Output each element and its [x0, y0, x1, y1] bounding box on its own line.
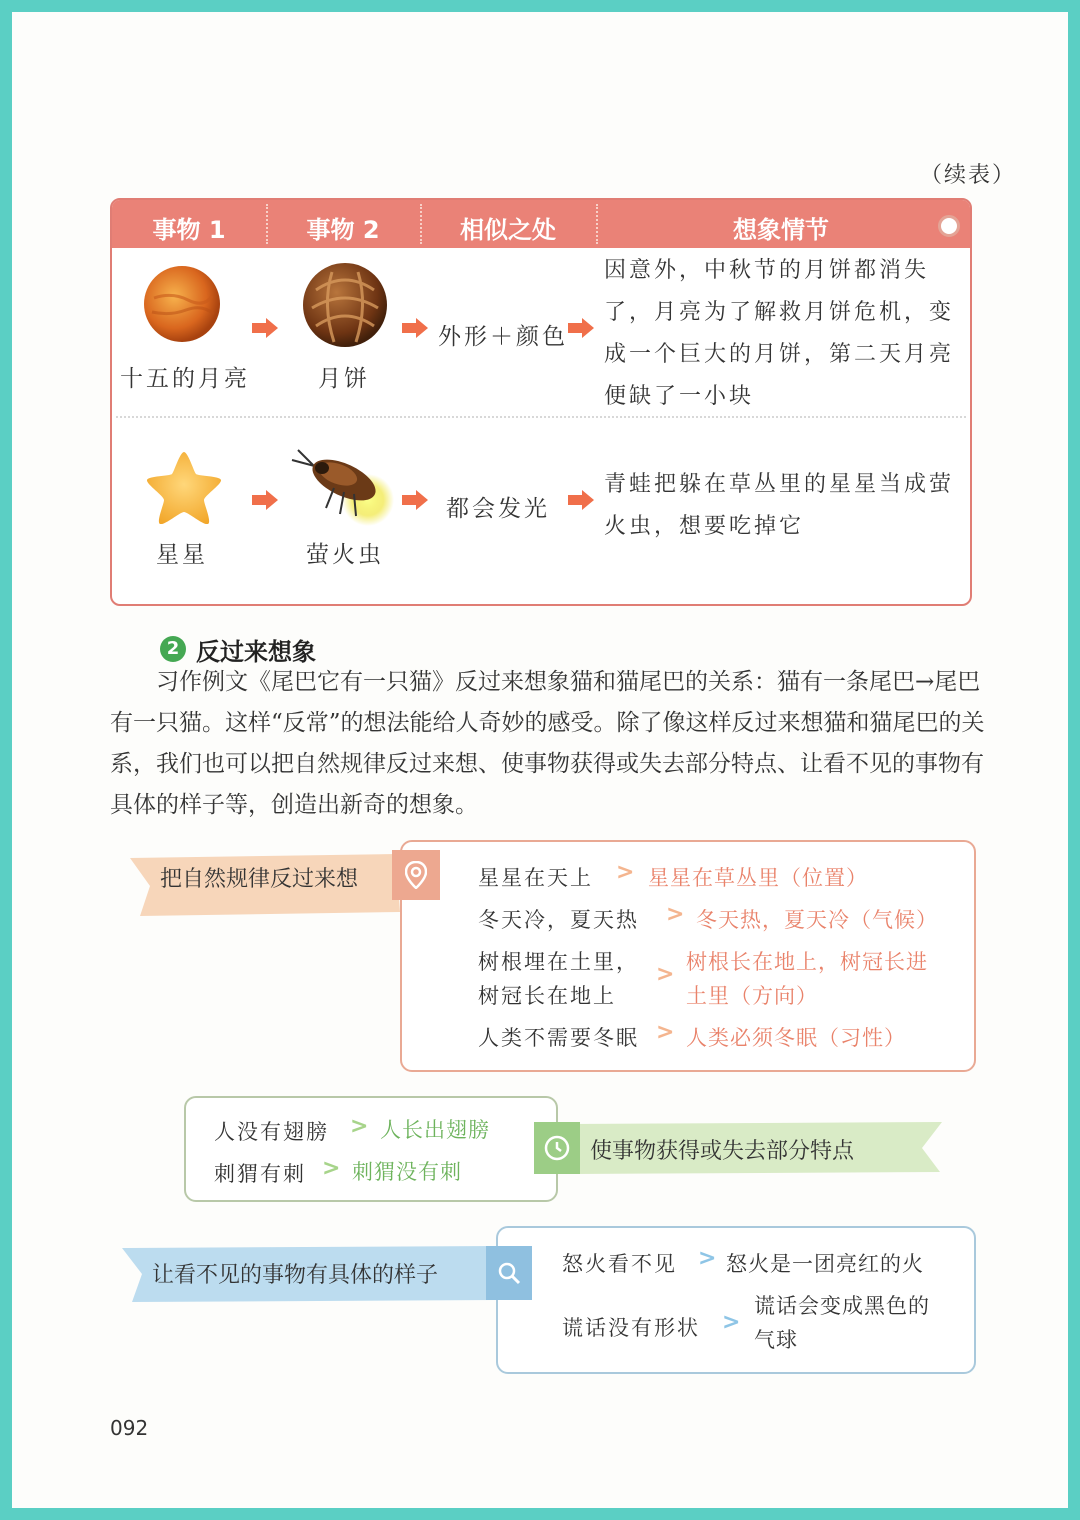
search-icon [486, 1246, 532, 1300]
chevron-right-icon: > [350, 1114, 369, 1139]
row2-item1-label: 星星 [156, 542, 208, 568]
invisible-things-banner: 让看不见的事物有具体的样子 [152, 1263, 439, 1288]
header-item2: 事物 2 [306, 216, 380, 244]
header-plot: 想象情节 [733, 216, 829, 244]
arrow-right-icon [252, 490, 278, 510]
chevron-right-icon: > [616, 860, 635, 885]
plot-line: 成一个巨大的月饼，第二天月亮 [604, 342, 955, 367]
chevron-right-icon: > [722, 1310, 741, 1335]
continued-label: （续表） [920, 163, 1017, 188]
arrow-right-icon [568, 318, 594, 338]
natural-law-box [400, 840, 976, 1072]
arrow-right-icon [252, 318, 278, 338]
example-to: 人类必须冬眠（习性） [686, 1026, 906, 1050]
invisible-things-box [496, 1226, 976, 1374]
plot-line: 因意外，中秋节的月饼都消失 [604, 258, 930, 283]
location-pin-icon [392, 850, 440, 900]
example-to: 谎话会变成黑色的 [754, 1294, 930, 1318]
chevron-right-icon: > [322, 1156, 341, 1181]
example-from: 人类不需要冬眠 [478, 1026, 639, 1050]
firefly-icon [288, 444, 398, 526]
example-to: 树根长在地上，树冠长进 [686, 950, 928, 974]
example-from: 谎话没有形状 [562, 1316, 700, 1340]
row2-similarity: 都会发光 [446, 496, 550, 522]
row1-item1-label: 十五的月亮 [120, 366, 250, 392]
example-from: 人没有翅膀 [214, 1120, 329, 1144]
features-banner: 使事物获得或失去部分特点 [590, 1139, 855, 1164]
example-to: 星星在草丛里（位置） [648, 866, 868, 890]
plot-line: 青蛙把躲在草丛里的星星当成萤 [604, 472, 955, 497]
example-from: 冬天冷，夏天热 [478, 908, 639, 932]
example-to: 冬天热，夏天冷（气候） [696, 908, 938, 932]
example-to: 刺猬没有刺 [352, 1160, 462, 1184]
section-title: 反过来想象 [196, 637, 316, 666]
row1-plot [604, 250, 954, 418]
full-moon-icon [142, 264, 222, 344]
example-to: 土里（方向） [686, 984, 818, 1008]
row-divider [116, 416, 966, 418]
table-header [112, 200, 970, 248]
plot-line: 火虫，想要吃掉它 [604, 514, 805, 539]
row1-item2-label: 月饼 [318, 366, 370, 392]
example-from: 怒火看不见 [562, 1252, 677, 1276]
row2-plot [604, 464, 954, 548]
features-box [184, 1096, 558, 1202]
example-to: 气球 [754, 1328, 798, 1352]
chevron-right-icon: > [656, 1020, 675, 1045]
section-paragraph: 习作例文《尾巴它有一只猫》反过来想象猫和猫尾巴的关系：猫有一条尾巴→尾巴有一只猫。这样“反常”的想法能给人奇妙的感受。除了像这样反过来想猫和猫尾巴的关系，我们也可以把自然规律反过来想、使事物获得或失去部分特点、让看不见的事物有具体的样子等，创造出新奇的想象。 [110, 669, 985, 818]
arrow-right-icon [402, 490, 428, 510]
row2-item2-label: 萤火虫 [306, 542, 384, 568]
natural-law-banner: 把自然规律反过来想 [160, 867, 359, 892]
section-number-badge: 2 [160, 636, 186, 662]
example-from: 树冠长在地上 [478, 984, 616, 1008]
example-from: 树根埋在土里， [478, 950, 639, 974]
example-to: 怒火是一团亮红的火 [726, 1252, 924, 1276]
chevron-right-icon: > [698, 1246, 717, 1271]
page-number: 092 [110, 1416, 149, 1440]
example-from: 星星在天上 [478, 866, 593, 890]
comparison-table [110, 198, 972, 606]
row1-similarity: 外形＋颜色 [438, 324, 568, 350]
arrow-right-icon [568, 490, 594, 510]
example-to: 人长出翅膀 [380, 1118, 490, 1142]
plot-line: 便缺了一小块 [604, 384, 755, 409]
textbook-page [12, 12, 1068, 1508]
chevron-right-icon: > [666, 902, 685, 927]
header-item1: 事物 1 [152, 216, 226, 244]
arrow-right-icon [402, 318, 428, 338]
chevron-right-icon: > [656, 962, 675, 987]
header-similarity: 相似之处 [460, 216, 556, 244]
example-from: 刺猬有刺 [214, 1162, 306, 1186]
plot-line: 了，月亮为了解救月饼危机，变 [604, 300, 955, 325]
clock-icon [534, 1122, 580, 1174]
pin-icon [938, 215, 960, 237]
star-icon [144, 448, 224, 524]
mooncake-icon [302, 260, 388, 350]
